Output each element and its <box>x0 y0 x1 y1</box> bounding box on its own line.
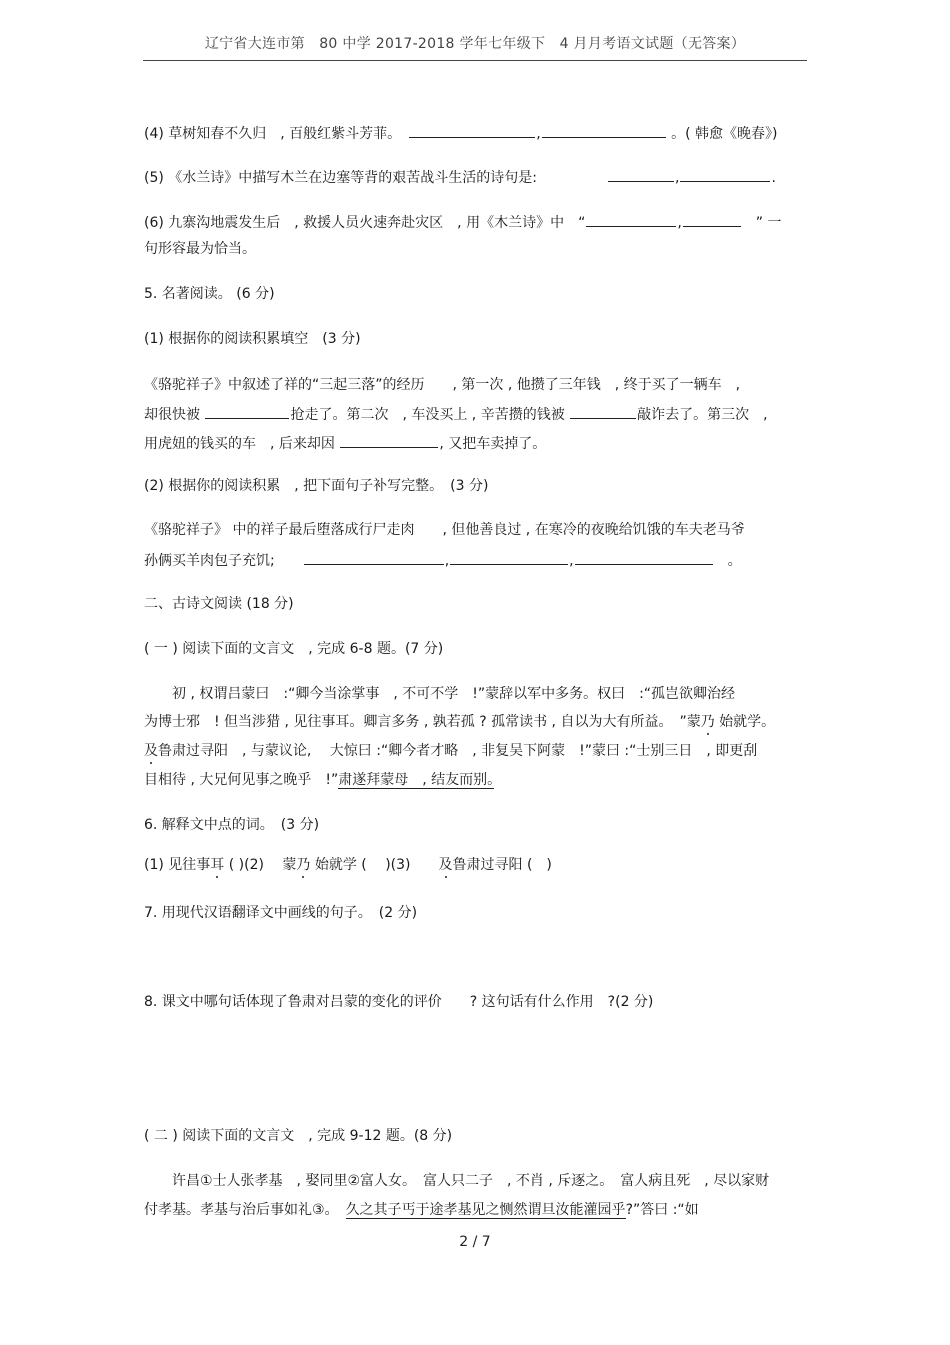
passage-text: 敲诈去了。第三次 , <box>637 407 768 423</box>
question-5-line <box>144 167 776 187</box>
passage-2-line-1: 《骆驼祥子》 中的祥子最后堕落成行尸走肉 , 但他善良过 , 在寒冷的夜晚给饥饿的车夫老马爷 <box>144 522 745 538</box>
passage-1-line-2 <box>144 404 768 424</box>
question-4-source: 。( 韩愈《晚春》) <box>671 126 778 142</box>
classical-text-line-4 <box>144 771 508 789</box>
classical-text-line-1: 初 , 权谓吕蒙曰 :“卿今当涂掌事 , 不可不学 !”蒙辞以军中多务。权曰 :“孤岂欲卿治经 <box>144 686 736 702</box>
question-8-heading: 8. 课文中哪句话体现了鲁肃对吕蒙的变化的评价 ? 这句话有什么作用 ?(2 分) <box>144 994 654 1010</box>
passage-text: 用虎妞的钱买的车 , 后来却因 <box>144 436 340 452</box>
passage-1-line-3 <box>144 433 546 453</box>
question-4-line <box>144 123 777 143</box>
answer-blank[interactable] <box>340 433 438 448</box>
question-text: (1) 见往事 <box>144 857 211 873</box>
section-2-2-heading: ( 二 ) 阅读下面的文言文 , 完成 9-12 题。(8 分) <box>144 1128 453 1144</box>
answer-blank[interactable] <box>409 123 535 138</box>
question-text: ( )(2) 蒙 <box>224 857 297 873</box>
dotted-word: 耳 <box>210 857 225 873</box>
answer-blank[interactable] <box>304 550 444 565</box>
section-2-1-heading: ( 一 ) 阅读下面的文言文 , 完成 6-8 题。(7 分) <box>144 641 444 657</box>
classical-text-line-2 <box>144 713 775 731</box>
classical-text: 目相待 , 大兄何见事之晚乎 !” <box>144 772 339 788</box>
question-text: 始就学 ( )(3) <box>310 857 439 873</box>
answer-blank[interactable] <box>683 212 741 227</box>
section-5-1-heading: (1) 根据你的阅读积累填空 (3 分) <box>144 331 361 347</box>
section-5-2-heading: (2) 根据你的阅读积累 , 把下面句子补写完整。 (3 分) <box>144 478 489 494</box>
question-5-text: (5) 《水兰诗》中描写木兰在边塞等背的艰苦战斗生活的诗句是: <box>144 170 537 186</box>
dotted-word: 乃 <box>296 857 311 873</box>
question-6-items <box>144 856 552 874</box>
underlined-sentence: 肃遂拜蒙母 , 结友而别。 <box>338 772 495 788</box>
blank-separator: , <box>569 553 574 569</box>
passage-2-line-2 <box>144 550 742 570</box>
dotted-word: 乃 <box>700 714 715 730</box>
passage-text: 孙俩买羊肉包子充饥; <box>144 553 275 569</box>
passage-text: , 又把车卖掉了。 <box>439 436 547 452</box>
blank-separator: . <box>771 170 776 186</box>
classical-text-line-3 <box>144 742 757 760</box>
classical-text: 付孝基。孝基与治后事如礼③。 <box>144 1202 346 1218</box>
section-5-heading: 5. 名著阅读。 (6 分) <box>144 286 275 302</box>
passage-text: 抢走了。第二次 , 车没买上 , 辛苦攒的钱被 <box>290 407 570 423</box>
classical-text: 鲁肃过寻阳 , 与蒙议论, 大惊曰 :“卿今者才略 , 非复吴下阿蒙 !”蒙曰 :“士别三日 , 即更刮 <box>158 743 758 759</box>
page-number: 2 / 7 <box>459 1234 491 1250</box>
blank-separator: , <box>675 170 680 186</box>
answer-blank[interactable] <box>542 123 666 138</box>
question-7-heading: 7. 用现代汉语翻译文中画线的句子。 (2 分) <box>144 905 418 921</box>
dotted-word: 及 <box>144 743 158 759</box>
question-6-heading: 6. 解释文中点的词。 (3 分) <box>144 817 320 833</box>
answer-blank[interactable] <box>680 167 770 182</box>
answer-blank[interactable] <box>608 167 674 182</box>
question-6-text: (6) 九寨沟地震发生后 , 救援人员火速奔赴灾区 , 用《木兰诗》中 “ <box>144 215 586 231</box>
passage-text: 。 <box>713 553 742 569</box>
answer-blank[interactable] <box>450 550 568 565</box>
question-6-line <box>144 212 782 232</box>
answer-blank[interactable] <box>570 404 636 419</box>
classical-text: 始就学。 <box>714 714 776 730</box>
blank-separator: ” 一 <box>741 215 782 231</box>
blank-separator: , <box>444 553 450 569</box>
answer-blank[interactable] <box>586 212 676 227</box>
question-4-text: (4) 草树知春不久归 , 百般红紫斗芳菲。 <box>144 126 395 142</box>
underlined-sentence: 久之其子丐于途孝基见之恻然谓旦汝能灌园乎 <box>345 1202 626 1218</box>
question-6-continuation: 句形容最为恰当。 <box>144 241 256 257</box>
classical-text: ?”答曰 :“如 <box>625 1202 699 1218</box>
answer-blank[interactable] <box>575 550 713 565</box>
blank-separator: , <box>677 215 682 231</box>
page-header: 辽宁省大连市第 80 中学 2017-2018 学年七年级下 4 月月考语文试题（无答案） <box>204 36 746 52</box>
header-rule <box>143 60 807 61</box>
dotted-word: 及 <box>438 857 453 873</box>
blank-separator: , <box>536 126 541 142</box>
answer-blank[interactable] <box>205 404 289 419</box>
classical-text-2-line-2 <box>144 1201 699 1219</box>
passage-text: 却很快被 <box>144 407 205 423</box>
section-2-heading: 二、古诗文阅读 (18 分) <box>144 596 294 612</box>
classical-text: 为博士邪 ! 但当涉猎 , 见往事耳。卿言多务 , 孰若孤 ? 孤常读书 , 自以为大有所益。 ”蒙 <box>144 714 701 730</box>
classical-text-2-line-1: 许昌①士人张孝基 , 娶同里②富人女。 富人只二子 , 不肖 , 斥逐之。 富人病且死 , 尽以家财 <box>144 1173 770 1189</box>
question-text: 鲁肃过寻阳 ( ) <box>452 857 552 873</box>
passage-1-line-1: 《骆驼祥子》中叙述了祥的“三起三落”的经历 , 第一次 , 他攒了三年钱 , 终于买了一辆车 , <box>144 377 741 393</box>
